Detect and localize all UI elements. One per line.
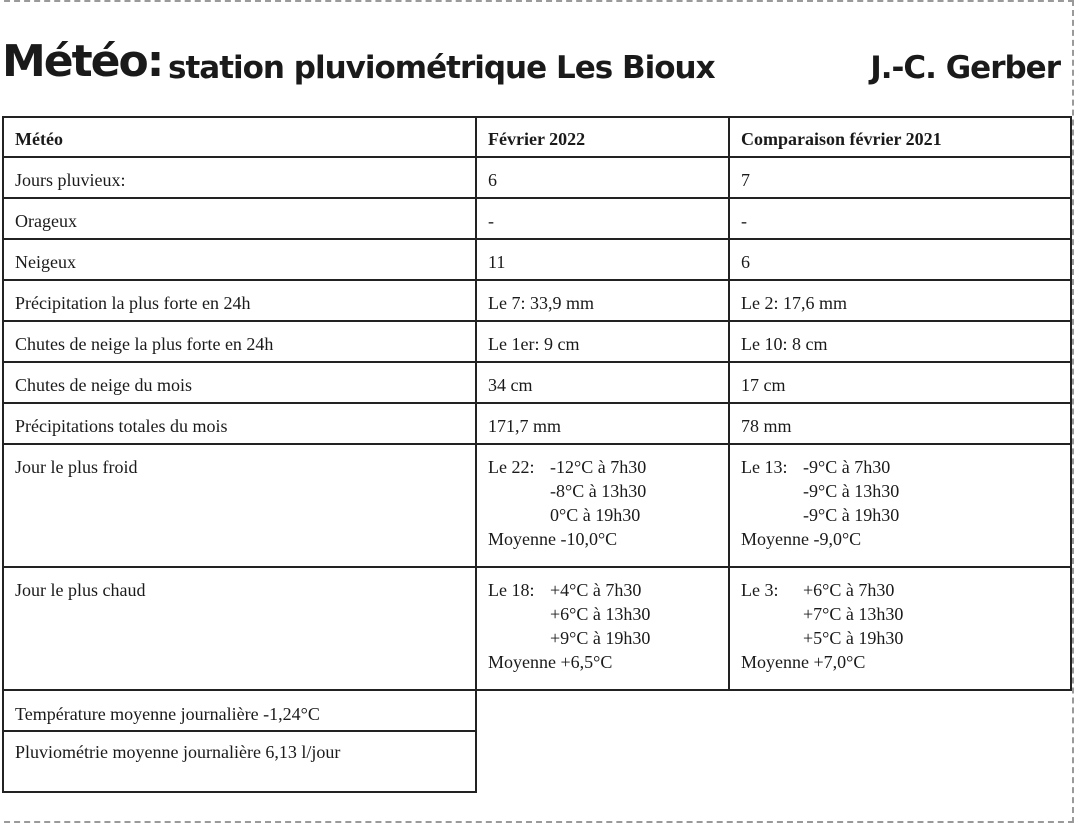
coldest-feb2022-cell bbox=[476, 444, 729, 567]
warmest-feb2022-cell bbox=[476, 567, 729, 690]
cell-feb2022: 171,7 mm bbox=[476, 403, 729, 444]
table-row bbox=[3, 362, 1071, 403]
cell-feb2022: - bbox=[476, 198, 729, 239]
summary-row bbox=[3, 690, 1071, 731]
weather-table bbox=[2, 116, 1072, 793]
cell-feb2021: - bbox=[729, 198, 1071, 239]
warmest-feb2021-cell bbox=[729, 567, 1071, 690]
temp-morning: -12°C à 7h30 bbox=[550, 457, 647, 477]
temp-evening: +9°C à 19h30 bbox=[550, 628, 651, 648]
column-header-meteo: Météo bbox=[3, 117, 476, 157]
row-label: Chutes de neige du mois bbox=[3, 362, 476, 403]
day-label: Le 22: bbox=[488, 457, 535, 477]
temp-morning: -9°C à 7h30 bbox=[803, 457, 891, 477]
column-header-feb2022: Février 2022 bbox=[476, 117, 729, 157]
cell-feb2022: Le 7: 33,9 mm bbox=[476, 280, 729, 321]
day-label: Le 3: bbox=[741, 580, 779, 600]
temp-evening: -9°C à 19h30 bbox=[803, 505, 900, 525]
column-header-feb2021: Comparaison février 2021 bbox=[729, 117, 1071, 157]
cell-feb2022: 11 bbox=[476, 239, 729, 280]
page-title: Météo: bbox=[2, 36, 163, 87]
summary-row bbox=[3, 731, 1071, 792]
day-average: Moyenne -10,0°C bbox=[488, 529, 618, 549]
cell-feb2021: Le 2: 17,6 mm bbox=[729, 280, 1071, 321]
page-subtitle: station pluviométrique Les Bioux bbox=[168, 50, 715, 86]
row-label: Neigeux bbox=[3, 239, 476, 280]
temp-evening: +5°C à 19h30 bbox=[803, 628, 904, 648]
table-row bbox=[3, 403, 1071, 444]
row-label: Précipitation la plus forte en 24h bbox=[3, 280, 476, 321]
table-header-row bbox=[3, 117, 1071, 157]
cell-feb2022: 34 cm bbox=[476, 362, 729, 403]
warmest-day-row bbox=[3, 567, 1071, 690]
temp-morning: +6°C à 7h30 bbox=[803, 580, 895, 600]
cell-feb2021: 7 bbox=[729, 157, 1071, 198]
average-temperature: Température moyenne journalière -1,24°C bbox=[3, 690, 476, 731]
temp-midday: -8°C à 13h30 bbox=[550, 481, 647, 501]
cell-feb2021: Le 10: 8 cm bbox=[729, 321, 1071, 362]
coldest-day-row bbox=[3, 444, 1071, 567]
temp-midday: +7°C à 13h30 bbox=[803, 604, 904, 624]
temp-midday: +6°C à 13h30 bbox=[550, 604, 651, 624]
row-label: Précipitations totales du mois bbox=[3, 403, 476, 444]
row-label: Orageux bbox=[3, 198, 476, 239]
row-label: Chutes de neige la plus forte en 24h bbox=[3, 321, 476, 362]
day-average: Moyenne +6,5°C bbox=[488, 652, 613, 672]
average-rainfall: Pluviométrie moyenne journalière 6,13 l/jour bbox=[3, 731, 476, 792]
row-label: Jours pluvieux: bbox=[3, 157, 476, 198]
cell-feb2022: 6 bbox=[476, 157, 729, 198]
cell-feb2022: Le 1er: 9 cm bbox=[476, 321, 729, 362]
cell-feb2021: 17 cm bbox=[729, 362, 1071, 403]
temp-morning: +4°C à 7h30 bbox=[550, 580, 642, 600]
table-row bbox=[3, 239, 1071, 280]
coldest-feb2021-cell bbox=[729, 444, 1071, 567]
table-row bbox=[3, 280, 1071, 321]
cell-feb2021: 6 bbox=[729, 239, 1071, 280]
day-average: Moyenne -9,0°C bbox=[741, 529, 862, 549]
day-average: Moyenne +7,0°C bbox=[741, 652, 866, 672]
author-name: J.-C. Gerber bbox=[870, 50, 1060, 86]
row-label: Jour le plus chaud bbox=[3, 567, 476, 690]
cell-feb2021: 78 mm bbox=[729, 403, 1071, 444]
row-label: Jour le plus froid bbox=[3, 444, 476, 567]
day-label: Le 18: bbox=[488, 580, 535, 600]
day-label: Le 13: bbox=[741, 457, 788, 477]
temp-evening: 0°C à 19h30 bbox=[550, 505, 641, 525]
table-row bbox=[3, 157, 1071, 198]
table-row bbox=[3, 198, 1071, 239]
temp-midday: -9°C à 13h30 bbox=[803, 481, 900, 501]
page-header bbox=[2, 34, 1060, 90]
table-row bbox=[3, 321, 1071, 362]
